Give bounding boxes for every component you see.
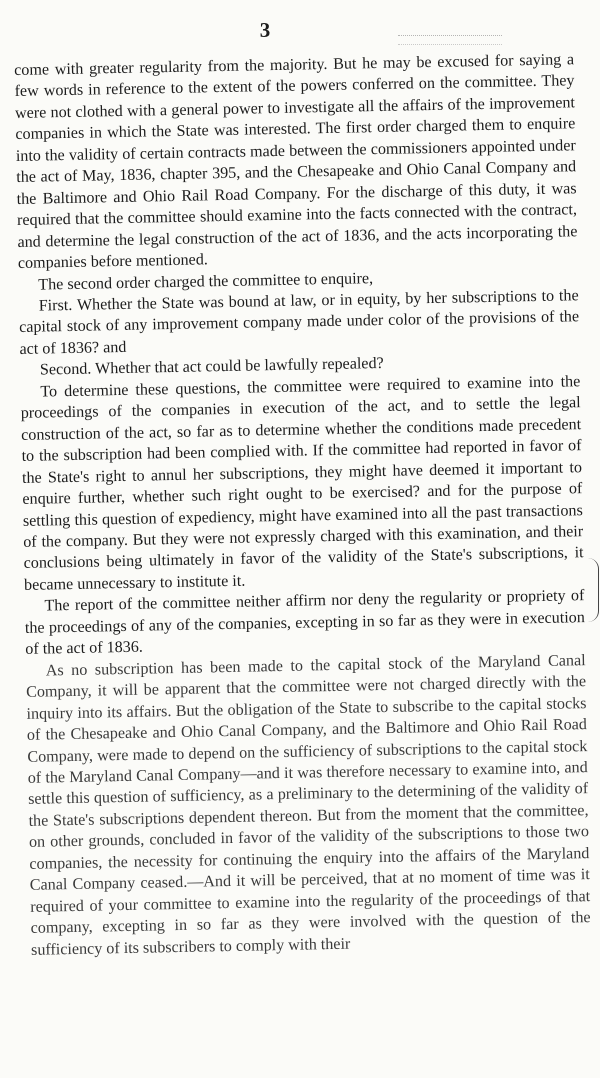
scan-mark [398, 35, 502, 45]
paragraph-report-of-committee: The report of the committee neither affirm nor deny the regularity or propriety of the proceedings of any of the companies, excepting in so far as they were in execution of the act of 1836. [24, 587, 585, 659]
paragraph-maryland-canal: As no subscription has been made to the capital stock of the Maryland Canal Company, it will be apparent that the committee were not charged directly with the inquiry into its affairs. But the obligation of the State to subscribe to the capital stocks of the Chesapeake and Ohio Canal Company, and the Baltimore and Ohio Rail Road Company, were made to depend on the sufficiency of subscriptions to the capital stock of the Maryland Canal Company—and it was therefore necessary to examine into, and settle this question of sufficiency, as a preliminary to the determining of the validity of the State's subscriptions dependent thereon. But from the moment that the committee, on other grounds, concluded in favor of the validity of the subscriptions to those two companies, the necessity for continuing the enquiry into the affairs of the Maryland Canal Company ceased.—And it will be perceived, that at no moment of time was it required of your committee to examine into the regularity of the proceedings of that company, excepting in so far as they were involved with the question of the sufficiency of its subscribers to comply with their [25, 651, 591, 959]
page-number: 3 [259, 18, 271, 42]
paragraph-second-order: The second order charged the committee to enquire, [38, 269, 374, 294]
paragraph-determine-questions: To determine these questions, the committee were required to examine into the proceedings of the companies in execution of the act, and to settle the legal construction of the act, so far as to determine whether the conditions made precedent to the subscription had been complied with. If the committee had reported in favor of the State's right to annul her subscriptions, they might have deemed it important to enquire further, whether such right ought to be exercised? and for the purpose of settling this question of expediency, might have examined into all the past transactions of the company. But they were not expressly charged with this examination, and their conclusions being ultimately in favor of the validity of the State's subscriptions, it became unnecessary to institute it. [20, 372, 584, 594]
paragraph-second-question: Second. Whether that act could be lawfully repealed? [39, 355, 384, 379]
paragraph-first-question: First. Whether the State was bound at law, or in equity, by her subscriptions to the capital stock of any improvement company made under color of the provisions of the act of 1836? and [18, 287, 580, 358]
margin-bracket-mark [588, 558, 599, 622]
paragraph-continuation: come with greater regularity from the majority. But he may be excused for saying a few words in reference to the extent of the powers conferred on the committee. They were not clothed with a general power to investigate all the affairs of the improvement companies in which the State was interested. The first order charged them to enquire into the validity of certain contracts made between the commissioners appointed under the act of May, 1836, chapter 395, and the Chesapeake and Ohio Canal Company and the Baltimore and Ohio Rail Road Company. For the discharge of this duty, it was required that the committee should examine into the facts connected with the contract, and determine the legal construction of the act of 1836, and the acts incorporating the companies before mentioned. [14, 51, 578, 273]
document-body [14, 49, 591, 961]
